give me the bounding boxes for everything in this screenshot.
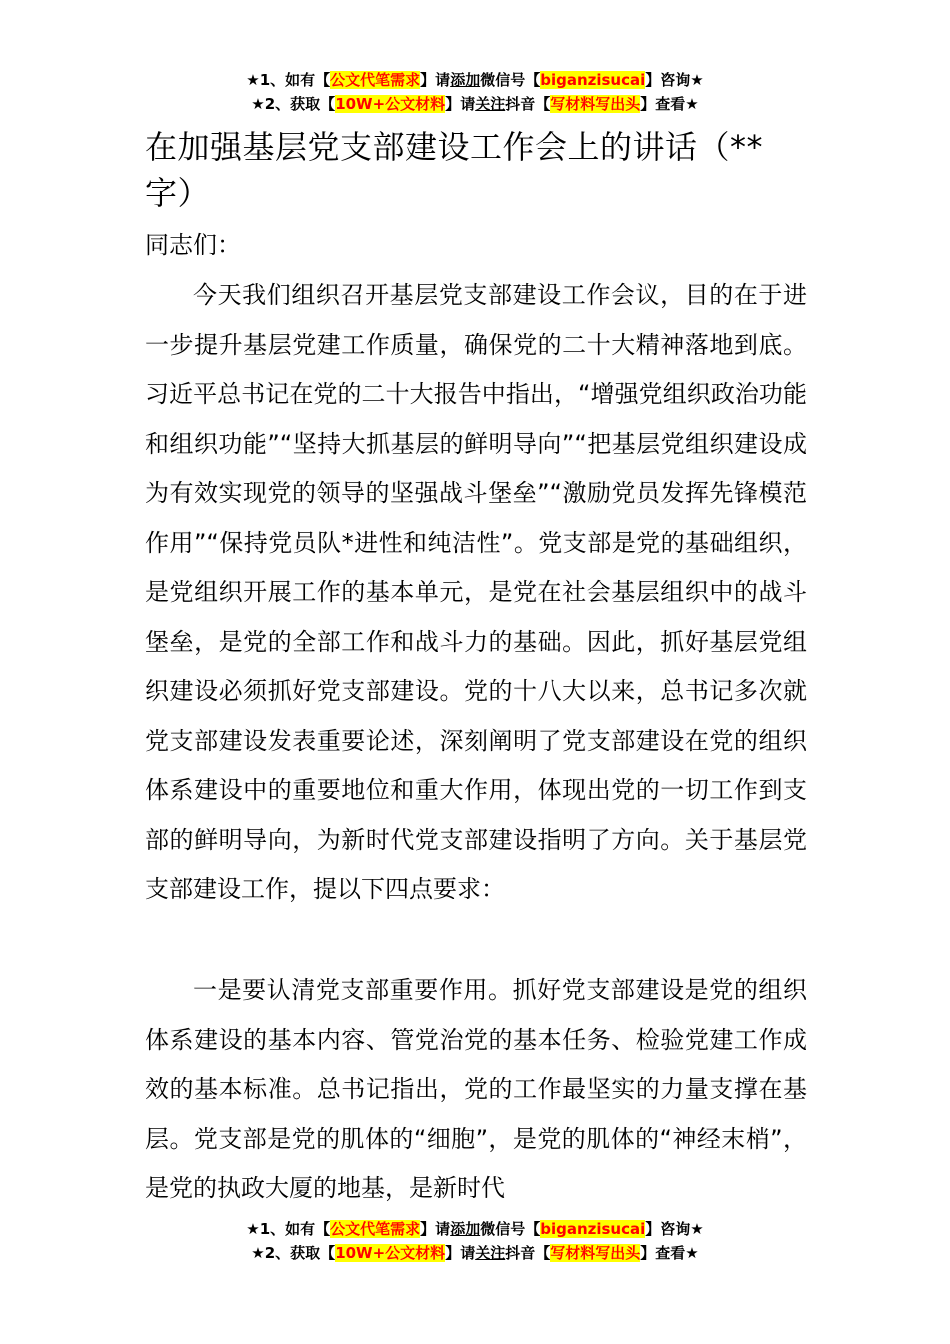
promo-text: 抖音【 (505, 95, 551, 113)
promo-emphasis: 关注 (475, 95, 506, 113)
promo-banner-top (0, 68, 950, 116)
promo-emphasis: 添加 (450, 1220, 481, 1238)
promo-highlight: biganzisucai (540, 71, 646, 89)
promo-text: ★1、如有【 (246, 1220, 331, 1238)
promo-line-2 (0, 92, 950, 116)
promo-banner-bottom (0, 1217, 950, 1265)
promo-text: 】咨询★ (645, 1220, 704, 1238)
promo-text: ★2、获取【 (251, 95, 336, 113)
promo-emphasis: 关注 (475, 1244, 506, 1262)
promo-line-1 (0, 68, 950, 92)
promo-text: ★1、如有【 (246, 71, 331, 89)
promo-highlight: 10W+公文材料 (335, 95, 446, 113)
promo-text: 抖音【 (505, 1244, 551, 1262)
document-title: 在加强基层党支部建设工作会上的讲话（**字） (145, 128, 764, 212)
promo-text: 】请 (420, 71, 451, 89)
promo-line-2 (0, 1241, 950, 1265)
promo-highlight: 公文代笔需求 (330, 1220, 421, 1238)
promo-highlight: 公文代笔需求 (330, 71, 421, 89)
salutation: 同志们： (145, 231, 241, 259)
promo-text: 】咨询★ (645, 71, 704, 89)
body-paragraph-1: 今天我们组织召开基层党支部建设工作会议，目的在于进一步提升基层党建工作质量，确保党的二十大精神落地到底。习近平总书记在党的二十大报告中指出，“增强党组织政治功能和组织功能”“坚持大抓基层的鲜明导向”“把基层党组织建设成为有效实现党的领导的坚强战斗堡垒”“激励党员发挥先锋模范作用”“保持党员队*进性和纯洁性”。党支部是党的基础组织，是党组织开展工作的基本单元，是党在社会基层组织中的战斗堡垒，是党的全部工作和战斗力的基础。因此，抓好基层党组织建设必须抓好党支部建设。党的十八大以来，总书记多次就党支部建设发表重要论述，深刻阐明了党支部建设在党的组织体系建设中的重要地位和重大作用，体现出党的一切工作到支部的鲜明导向，为新时代党支部建设指明了方向。关于基层党支部建设工作，提以下四点要求： (145, 281, 807, 903)
body-paragraph-2-clip (145, 966, 807, 1211)
promo-highlight: 10W+公文材料 (335, 1244, 446, 1262)
promo-text: 微信号【 (480, 1220, 541, 1238)
promo-line-1 (0, 1217, 950, 1241)
promo-emphasis: 添加 (450, 71, 481, 89)
promo-text: ★2、获取【 (251, 1244, 336, 1262)
body-paragraph-2: 一是要认清党支部重要作用。抓好党支部建设是党的组织体系建设的基本内容、管党治党的基本任务、检验党建工作成效的基本标准。总书记指出，党的工作最坚实的力量支撑在基层。党支部是党的肌体的“细胞”，是党的肌体的“神经末梢”，是党的执政大厦的地基，是新时代 (145, 976, 807, 1202)
promo-text: 微信号【 (480, 71, 541, 89)
promo-text: 】请 (445, 1244, 476, 1262)
promo-highlight: biganzisucai (540, 1220, 646, 1238)
promo-text: 】查看★ (640, 95, 699, 113)
promo-text: 】请 (420, 1220, 451, 1238)
promo-highlight: 写材料写出头 (550, 95, 641, 113)
promo-text: 】请 (445, 95, 476, 113)
promo-text: 】查看★ (640, 1244, 699, 1262)
promo-highlight: 写材料写出头 (550, 1244, 641, 1262)
